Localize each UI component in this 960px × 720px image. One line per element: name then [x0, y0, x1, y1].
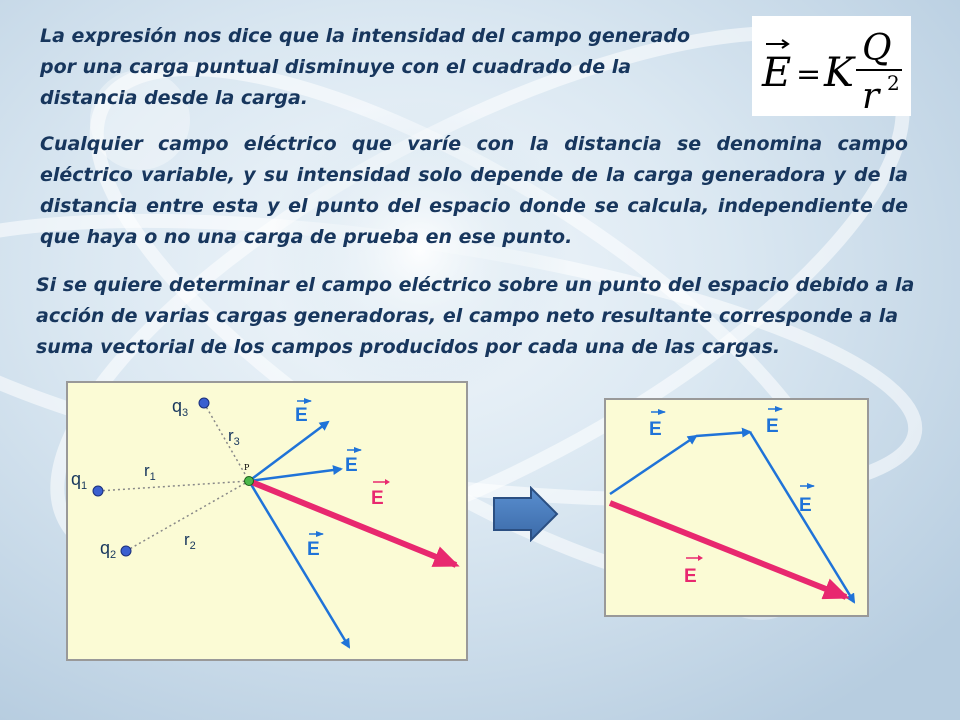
formula-denominator: r [862, 76, 880, 116]
label-e2: E [345, 455, 358, 476]
coulomb-field-formula [752, 16, 911, 116]
sum-label-e1: E [649, 419, 662, 440]
label-q1-sub: 1 [81, 480, 88, 492]
formula-exponent: 2 [887, 71, 900, 95]
paragraph-variable-field: Cualquier campo eléctrico que varíe con la distancia se denomina campo eléctrico variable, y su intensidad solo depende de la carga generadora y de la distancia entre esta y el punto del espacio donde se calcula, independiente de que haya o no una carga de prueba en ese punto. [40, 133, 908, 248]
label-q2-sub: 2 [110, 549, 117, 561]
label-r1-sub: 1 [149, 471, 156, 483]
label-resultant: E [371, 488, 384, 509]
charge-q3 [199, 398, 209, 408]
label-e3: E [307, 539, 320, 560]
charge-q2 [121, 546, 131, 556]
label-r3-sub: 3 [233, 436, 240, 448]
formula-equals: = [796, 57, 822, 92]
label-r3: r [228, 426, 234, 445]
paragraph-intensity-decay: La expresión nos dice que la intensidad del campo generado por una carga puntual disminuye con el cuadrado de la distancia desde la carga. [40, 25, 691, 109]
label-r1: r [144, 461, 150, 480]
sum-label-e3: E [799, 495, 812, 516]
label-r2-sub: 2 [189, 540, 196, 552]
label-e1: E [295, 405, 308, 426]
label-q3-sub: 3 [182, 407, 189, 419]
sum-label-e2: E [766, 416, 779, 437]
charge-q1 [93, 486, 103, 496]
label-q3: q [172, 396, 183, 416]
formula-constant: K [824, 50, 854, 96]
field-superposition-diagram [66, 381, 469, 662]
label-point-p: P [244, 463, 250, 472]
vector-sum-diagram [604, 398, 870, 618]
formula-lhs: E [762, 50, 792, 96]
point-p [245, 477, 254, 486]
label-q2: q [100, 538, 111, 558]
formula-numerator: Q [862, 28, 892, 69]
paragraph-vector-sum: Si se quiere determinar el campo eléctrico sobre un punto del espacio debido a la acción de varias cargas generadoras, el campo neto resultante corresponde a la suma vectorial de los campos producidos por cada una de las cargas. [36, 274, 915, 358]
transition-arrow-icon [491, 486, 561, 542]
label-q1: q [71, 469, 82, 489]
sum-label-resultant: E [684, 566, 697, 587]
label-r2: r [184, 530, 190, 549]
